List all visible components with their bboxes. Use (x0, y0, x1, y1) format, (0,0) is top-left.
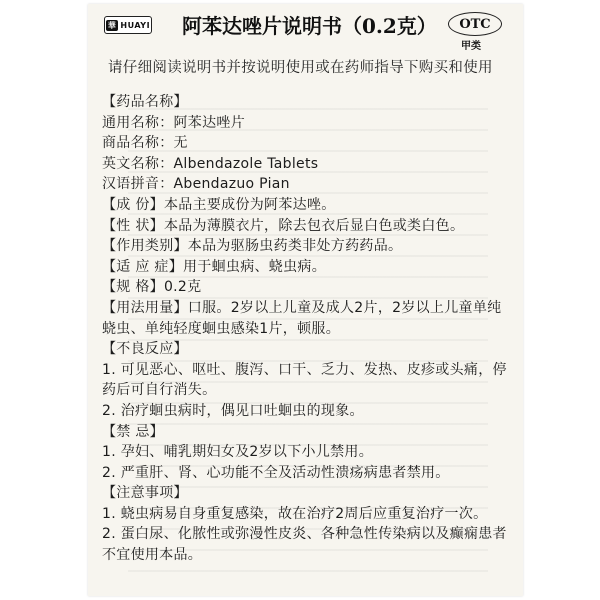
line-adverse-1a: 1. 可见恶心、呕吐、腹泻、口干、乏力、发热、皮疹或头痛，停 (102, 361, 507, 378)
instruction-leaflet (88, 4, 523, 596)
leaflet-title: 阿苯达唑片说明书（0.2克） (182, 14, 437, 38)
line-adverse-2: 2. 治疗蛔虫病时，偶见口吐蛔虫的现象。 (102, 402, 364, 419)
otc-class-label: 甲类 (461, 41, 481, 52)
line-ingredients: 【成 份】本品主要成份为阿苯达唑。 (102, 196, 336, 213)
line-dosage-1: 【用法用量】口服。2岁以上儿童及成人2片，2岁以上儿童单纯 (102, 299, 502, 316)
line-generic-name: 通用名称：阿苯达唑片 (102, 114, 245, 131)
line-indications: 【适 应 症】用于蛔虫病、蛲虫病。 (102, 258, 326, 275)
brand-logo (104, 16, 152, 34)
line-adverse-heading: 【不良反应】 (102, 341, 188, 358)
usage-notice: 请仔细阅读说明书并按说明使用或在药师指导下购买和使用 (108, 60, 493, 76)
line-pinyin: 汉语拼音：Abendazuo Pian (102, 176, 290, 193)
line-category: 【作用类别】本品为驱肠虫药类非处方药药品。 (102, 238, 403, 255)
otc-badge: OTC (448, 12, 502, 36)
line-appearance: 【性 状】本品为薄膜衣片，除去包衣后显白色或类白色。 (102, 217, 465, 234)
line-precaution-1: 1. 蛲虫病易自身重复感染，故在治疗2周后应重复治疗一次。 (102, 505, 488, 522)
line-trade-name: 商品名称：无 (102, 135, 188, 152)
line-english-name: 英文名称：Albendazole Tablets (102, 155, 319, 172)
line-specification: 【规 格】0.2克 (102, 279, 202, 296)
logo-mark-icon: 華 (107, 20, 117, 30)
line-contraindication-2: 2. 严重肝、肾、心功能不全及活动性溃疡病患者禁用。 (102, 464, 450, 481)
line-adverse-1b: 药后可自行消失。 (102, 382, 217, 399)
line-contraindication-1: 1. 孕妇、哺乳期妇女及2岁以下小儿禁用。 (102, 444, 374, 461)
logo-text: HUAYI (120, 20, 151, 30)
line-precaution-2b: 不宜使用本品。 (102, 547, 203, 564)
line-dosage-2: 蛲虫、单纯轻度蛔虫感染1片，顿服。 (102, 320, 341, 337)
line-drug-name-heading: 【药品名称】 (102, 94, 188, 110)
line-precaution-2a: 2. 蛋白尿、化脓性或弥漫性皮炎、各种急性传染病以及癫痫患者 (102, 526, 507, 543)
leaflet-header (88, 8, 523, 52)
line-precautions-heading: 【注意事项】 (102, 485, 188, 502)
line-contraindications-heading: 【禁 忌】 (102, 423, 164, 440)
leaflet-body (102, 92, 512, 566)
